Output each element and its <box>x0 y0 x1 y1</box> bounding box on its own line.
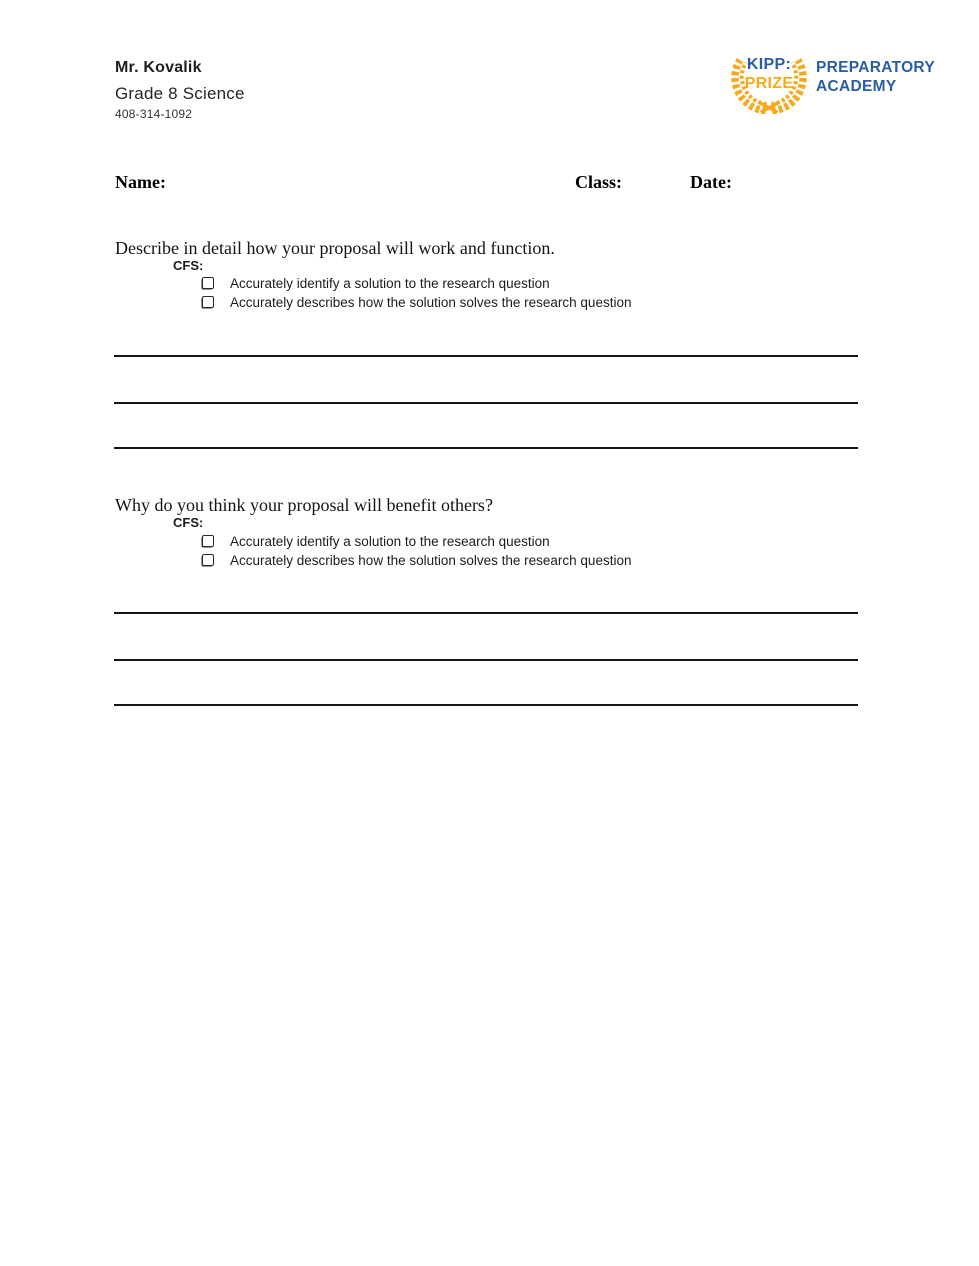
criteria-text: Accurately describes how the solution solves the research question <box>230 295 632 310</box>
date-label: Date: <box>690 172 732 192</box>
criteria-item <box>202 534 550 549</box>
checkbox-icon <box>202 296 214 308</box>
answer-line <box>114 355 858 357</box>
answer-line <box>114 659 858 661</box>
logo-org-name <box>816 58 935 96</box>
question-2-prompt: Why do you think your proposal will benefit others? <box>115 495 493 515</box>
checkbox-icon <box>202 277 214 289</box>
answer-line <box>114 704 858 706</box>
checkbox-icon <box>202 535 214 547</box>
answer-line <box>114 612 858 614</box>
course-name: Grade 8 Science <box>115 84 245 103</box>
name-label: Name: <box>115 172 166 192</box>
logo-org-line2: ACADEMY <box>816 78 897 95</box>
answer-line <box>114 447 858 449</box>
criteria-text: Accurately identify a solution to the research question <box>230 276 550 291</box>
question-1-cfs-label: CFS: <box>173 258 204 273</box>
criteria-item <box>202 553 631 568</box>
question-1-prompt: Describe in detail how your proposal will work and function. <box>115 238 555 258</box>
criteria-text: Accurately identify a solution to the research question <box>230 534 550 549</box>
criteria-item <box>202 276 550 291</box>
criteria-text: Accurately describes how the solution solves the research question <box>230 553 632 568</box>
logo-kipp-text: KIPP: <box>746 56 792 73</box>
answer-line <box>114 402 858 404</box>
checkbox-icon <box>202 554 214 566</box>
class-label: Class: <box>575 172 623 192</box>
teacher-name: Mr. Kovalik <box>115 59 202 76</box>
question-2-cfs-label: CFS: <box>173 515 204 530</box>
criteria-item <box>202 295 631 310</box>
logo-prize-text: PRIZE <box>744 75 794 92</box>
school-logo <box>727 35 935 115</box>
phone-number: 408-314-1092 <box>115 107 193 121</box>
logo-org-line1: PREPARATORY <box>816 59 935 76</box>
